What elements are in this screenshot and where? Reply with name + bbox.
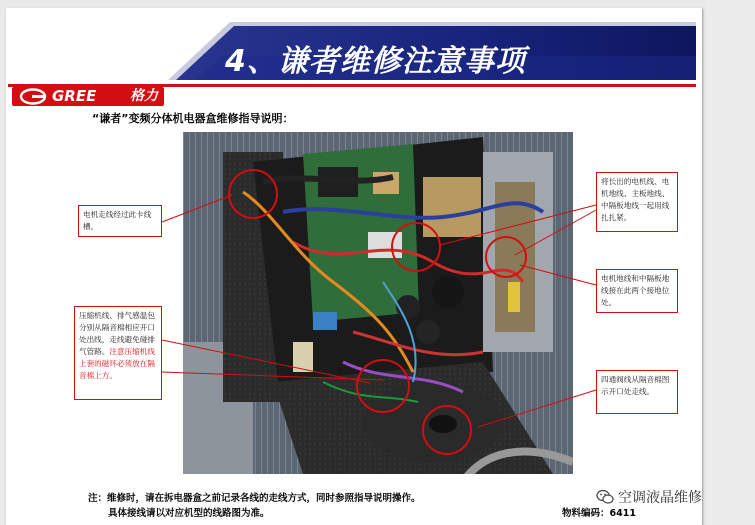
note-line-1: 注：维修时，请在拆电器盒之前记录各线的走线方式，同时参照指导说明操作。	[88, 493, 421, 504]
watermark	[596, 486, 702, 508]
section-subtitle: “谦者”变频分体机电器盒维修指导说明：	[92, 112, 294, 125]
logo-text: GREE	[52, 87, 97, 105]
callout-motor-wire-text: 电机走线经过此卡线槽。	[83, 210, 152, 231]
callout-four-way-valve	[596, 370, 678, 414]
page-title: 4、谦者维修注意事项	[225, 44, 526, 79]
callout-compressor-warning: 注意压缩机线上套的磁环必须放在隔音棉上方。	[79, 347, 155, 380]
viewer-scroll-area[interactable]	[707, 0, 755, 525]
logo-script: 格力	[130, 88, 158, 104]
callout-ground-screw	[596, 269, 678, 313]
watermark-text: 空调液晶维修	[618, 490, 702, 506]
callout-compressor-text: 压缩机线、排气感温包分别从隔音棉相应开口处出线，走线避免碰排气管路。	[79, 311, 155, 356]
callout-compressor-wire	[74, 306, 162, 400]
callout-motor-wire	[78, 205, 162, 237]
note-line-2: 具体接线请以对应机型的线路图为准。	[108, 508, 270, 519]
callout-four-way-valve-text: 四通阀线从隔音棉图示开口处走线。	[601, 375, 670, 396]
gree-emblem-icon	[18, 87, 48, 106]
gree-logo	[12, 87, 164, 106]
wechat-icon	[596, 489, 614, 505]
callout-ground-screw-text: 电机地线和中隔板地线接在此两个接地位处。	[601, 274, 670, 307]
callout-long-wires-text: 将长出的电机线、电机地线、主板地线、中隔板地线一起用线扎扎紧。	[601, 177, 670, 222]
electrical-box-photo	[183, 132, 573, 474]
material-code: 物料编码：6411	[562, 508, 636, 519]
callout-long-wires	[596, 172, 678, 232]
